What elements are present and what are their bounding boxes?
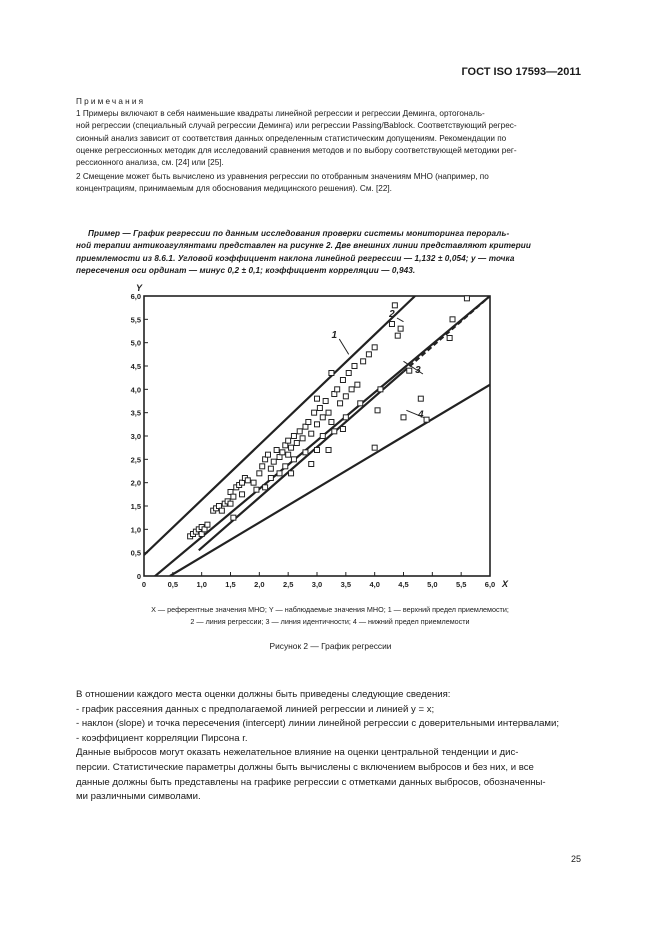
notes-block [76,96,582,196]
data-point [274,448,279,453]
x-tick-label: 3,0 [311,580,323,589]
regression-line-2 [199,296,490,550]
x-tick-label: 5,5 [455,580,467,589]
line-label-leader-1 [339,339,348,354]
data-point [326,448,331,453]
data-point [271,459,276,464]
line-label-2: 2 [389,309,395,320]
bullet-2: - наклон (slope) и точка пересечения (intercept) линии линейной регрессии с доверительными интервалами; [76,718,560,730]
bullet-3: - коэффициент корреляции Пирсона r. [76,732,248,744]
data-point [320,415,325,420]
body-para-line-3: данные должны быть представлены на графике регрессии с отметками данных выбросов, обозначенны- [76,776,546,788]
regression-line-1 [144,296,415,555]
data-point [320,434,325,439]
note-2-line-1: 2 Смещение может быть вычислено из уравнения регрессии по отобранным значениям МНО (например, по [76,172,489,182]
y-tick-label: 2,0 [130,478,141,488]
figure-title: Рисунок 2 — График регрессии [269,641,392,651]
regression-chart [128,282,518,597]
data-point [424,417,429,422]
page-number: 25 [570,854,581,864]
body-para-line-1: Данные выбросов могут оказать нежелательное влияние на оценки центральной тенденции и дис- [76,747,519,759]
data-point [407,368,412,373]
data-point [228,501,233,506]
data-point [240,492,245,497]
note-1-line-4: оценке регрессионных методик для исследований сравнения методов и по выбору соответствующей методики рег- [76,145,517,155]
data-point [297,429,302,434]
y-tick-label: 4,5 [130,362,141,371]
data-point [306,420,311,425]
body-para-line-2: персии. Статистические параметры должны быть вычислены с включением выбросов и без них, и все [76,761,534,773]
data-point [300,436,305,441]
note-2-line-2: концентрациям, принимаемым для обоснования медицинского решения). См. [22]. [76,184,392,194]
body-intro: В отношении каждого места оценки должны быть приведены следующие сведения: [76,689,451,700]
example-line-1: Пример — График регрессии по данным исследования проверки системы мониторинга перораль- [88,229,510,238]
data-point [315,448,320,453]
regression-line-3 [144,296,490,585]
data-point [418,396,423,401]
example-line-3: приемлемости из 8.6.1. Угловой коэффициент наклона линейной регрессии — 1,132 ± 0,054; у — точка [76,253,515,263]
data-point [286,438,291,443]
data-point [395,333,400,338]
x-tick-label: 0,5 [167,580,179,589]
data-point [338,401,343,406]
x-tick-label: 4,5 [398,580,409,589]
body-para-line-4: ми различными символами. [76,791,201,803]
y-tick-label: 0,5 [130,548,141,558]
data-point [294,441,299,446]
data-point [372,345,377,350]
x-tick-label: 4,0 [369,580,380,589]
data-point [268,466,273,471]
y-tick-label: 3,5 [130,408,141,418]
x-tick-label: 2,0 [254,580,265,589]
data-point [268,476,273,481]
data-point [315,422,320,427]
data-point [283,464,288,469]
data-point [277,471,282,476]
y-tick-label: 4,0 [130,385,141,395]
data-point [303,450,308,455]
y-tick-label: 5,0 [130,338,141,348]
data-point [332,429,337,434]
data-point [251,480,256,485]
data-point [401,415,406,420]
x-tick-label: 1,5 [225,580,236,589]
data-point [326,410,331,415]
data-point [392,303,397,308]
y-axis-label: Y [135,283,142,293]
note-1-line-1: 1 Примеры включают в себя наименьшие квадраты линейной регрессии и регрессии Деминга, ортогональ- [76,109,485,119]
standard-header: ГОСТ ISO 17593—2011 [461,66,581,78]
x-tick-label: 0 [141,580,147,589]
line-label-3: 3 [415,365,421,376]
bullet-1: - график рассеяния данных с предполагаемой линией регрессии и линией y = x; [76,703,435,715]
x-tick-label: 5,0 [427,580,438,589]
data-point [317,406,322,411]
figure-caption [90,604,570,628]
data-point [335,387,340,392]
data-point [219,508,224,513]
data-point [265,452,270,457]
note-1-line-5: рессионного анализа, см. [24] или [25]. [76,158,224,168]
data-point [352,364,357,369]
x-axis-label: X [502,579,509,589]
data-point [291,434,296,439]
data-point [323,399,328,404]
data-point [309,431,314,436]
notes-heading: Примечания [76,97,146,106]
x-tick-label: 6,0 [484,580,496,589]
data-point [389,322,394,327]
data-point [289,445,294,450]
data-point [231,515,236,520]
data-point [329,371,334,376]
y-tick-label: 1,5 [130,502,141,511]
y-tick-label: 2,5 [130,455,141,465]
data-point [254,487,259,492]
data-point [205,522,210,527]
data-point [355,382,360,387]
data-point [289,471,294,476]
data-point [260,464,265,469]
data-point [312,410,317,415]
x-tick-label: 3,5 [340,580,352,589]
y-tick-label: 3,0 [130,432,141,441]
data-point [245,478,250,483]
data-point [346,371,351,376]
y-tick-label: 5,5 [130,315,141,325]
data-point [286,452,291,457]
data-point [343,415,348,420]
data-point [366,352,371,357]
data-point [464,296,469,301]
body-text [76,688,586,805]
data-point [361,359,366,364]
example-line-2: ной терапии антикоагулянтами представлен на рисунке 2. Две внешних линии представляют критерии [76,241,531,251]
data-point [450,317,455,322]
x-tick-label: 2,5 [282,580,294,589]
data-point [375,408,380,413]
x-tick-label: 1,0 [196,580,207,589]
y-tick-label: 0 [136,572,141,581]
data-point [315,396,320,401]
y-tick-label: 6,0 [130,292,141,301]
data-point [263,485,268,490]
data-point [340,378,345,383]
data-point [378,387,383,392]
data-point [398,326,403,331]
data-point [257,471,262,476]
data-point [231,494,236,499]
example-block [76,228,582,278]
data-point [358,401,363,406]
example-line-4: пересечения оси ординат — минус 0,2 ± 0,1; коэффициент корреляции — 0,943. [76,266,416,276]
data-point [372,445,377,450]
data-point [343,394,348,399]
data-point [349,387,354,392]
line-label-leader-2 [397,318,404,322]
caption-line-1: X — референтные значения МНО; Y — наблюдаемые значения МНО; 1 — верхний предел приемлемости; [151,605,509,614]
y-tick-label: 1,0 [130,525,141,535]
data-point [340,427,345,432]
data-point [447,336,452,341]
line-label-1: 1 [331,330,338,341]
note-1-line-2: ной регрессии (специальный случай регрессии Деминга) или регрессии Passing/Bablock. Соответствующий регрес- [76,121,517,131]
line-label-4: 4 [418,409,424,421]
data-point [329,420,334,425]
data-point [309,462,314,467]
data-point [291,457,296,462]
caption-line-2: 2 — линия регрессии; 3 — линия идентичности; 4 — нижний предел приемлемости [190,617,470,626]
note-1-line-3: сионный анализ зависит от соответствия данных определенным статистическим допущениям. Рекомендации по [76,133,507,143]
data-point [280,450,285,455]
